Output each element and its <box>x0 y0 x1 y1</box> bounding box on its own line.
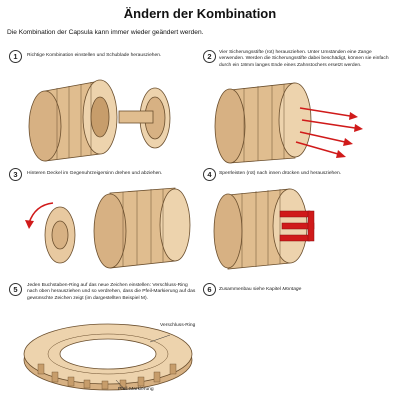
ring-label: Verschluss-Ring <box>160 323 196 328</box>
red-locking-bars <box>280 211 314 241</box>
step-text: Sperrleisten (rot) nach innen drücken und herausziehen. <box>219 171 342 176</box>
capsula-body <box>29 80 117 161</box>
step-text <box>219 287 394 293</box>
step-number: 6 <box>203 283 216 296</box>
step-number: 4 <box>203 168 216 181</box>
step-number: 2 <box>203 50 216 63</box>
page-title: Ändern der Kombination <box>123 6 277 21</box>
step-number: 5 <box>9 283 22 296</box>
drawer <box>119 88 170 148</box>
locking-bars-illustration <box>210 183 395 273</box>
step-text: Vier Sicherungsstifte (rot) herausziehen. Unter Umständen eine Zange verwenden. Werden die Sicherungsstifte dabei beschädigt, können sie einfach durch ein 18mm langes Ende eines Zahnstochers ersetzt werden. <box>219 50 389 68</box>
pins-removal-illustration <box>210 78 395 168</box>
letter-ring-illustration <box>20 320 200 400</box>
step-text: Richtige Kombination einstellen und Schublade herausziehen. <box>27 53 162 58</box>
capsula-drawer-illustration <box>15 66 190 166</box>
page-subtitle: Die Kombination der Capsula kann immer wieder geändert werden. <box>7 29 204 36</box>
step-number: 1 <box>9 50 22 63</box>
assembly-chapter-ref: Montage <box>282 287 302 292</box>
arrow-mark-label: Pfeil-Markierung <box>118 387 154 392</box>
step-text: Hinteren Deckel im Gegenuhrzeigersinn drehen und abziehen. <box>27 171 163 176</box>
rear-cover-illustration <box>15 183 200 273</box>
step-text-prefix: Zusammenbau siehe Kapitel <box>219 287 283 292</box>
step-text: Jeden Buchstaben-Ring auf das neue Zeichen einstellen: Verschluss-Ring nach oben herausziehen und so verdrehen, dass die Pfeil-Markierung auf das gewünschte Zeichen zeigt (im dargestellten Beispiel M). <box>27 283 196 301</box>
step-number: 3 <box>9 168 22 181</box>
